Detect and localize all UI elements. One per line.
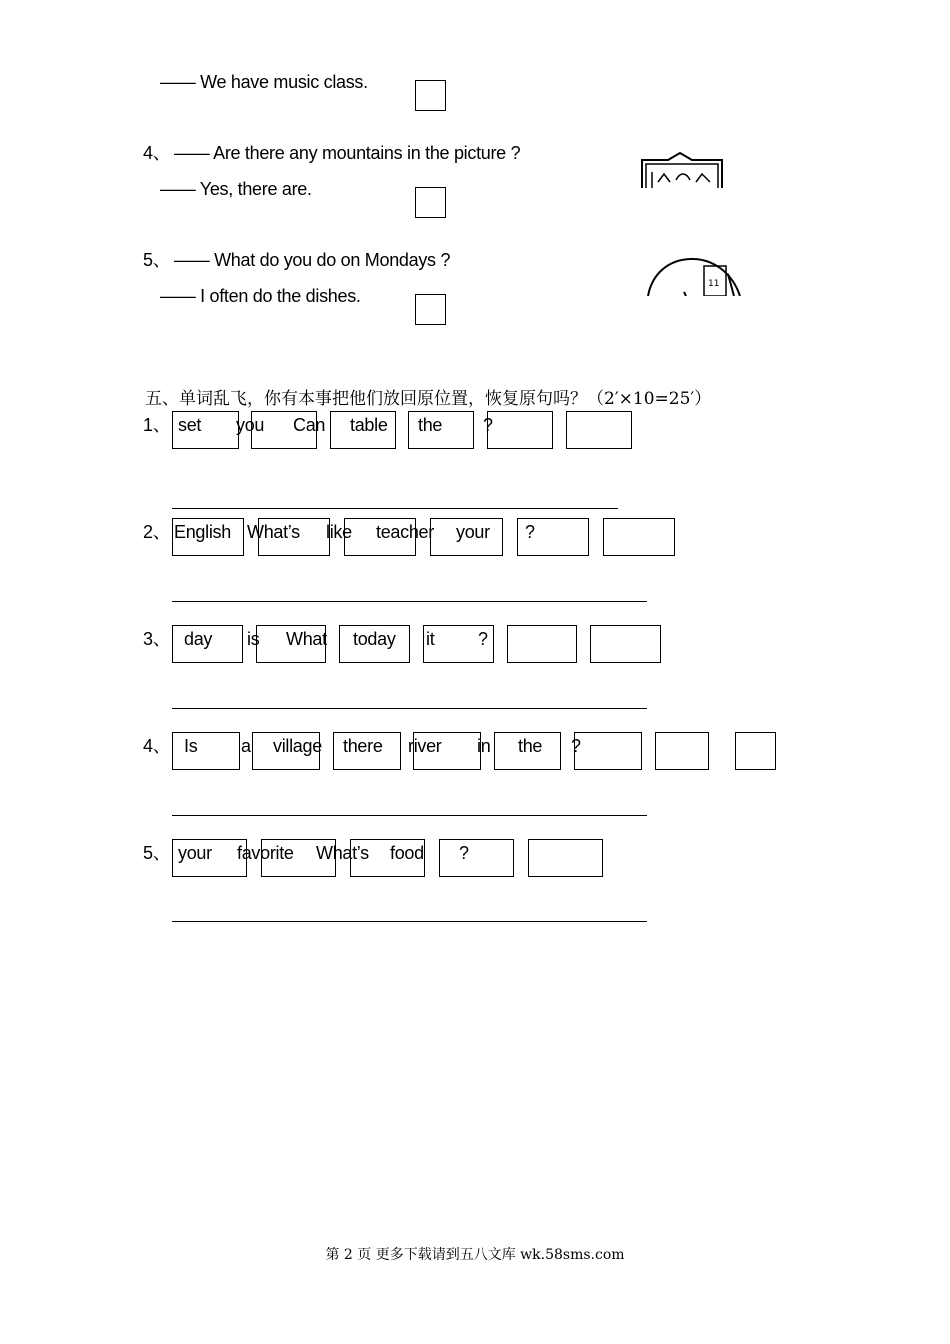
q3-answer-box[interactable] xyxy=(415,80,446,111)
s5-q3-answer-line[interactable] xyxy=(172,708,647,709)
s5-q3-word: ? xyxy=(478,629,488,649)
q4-number: 4、 xyxy=(143,143,171,163)
s5-q2-word: your xyxy=(456,522,490,542)
q4-answer: —— Yes, there are. xyxy=(160,179,312,199)
s5-q5-box-5[interactable] xyxy=(528,839,603,877)
q5-question: —— What do you do on Mondays ? xyxy=(174,250,451,270)
s5-q5-number: 5、 xyxy=(143,843,171,863)
s5-q5-word: What’s xyxy=(316,843,369,863)
s5-q5-word: your xyxy=(178,843,212,863)
s5-q3-number: 3、 xyxy=(143,629,171,649)
q4-answer-box[interactable] xyxy=(415,187,446,218)
s5-q1-box-5[interactable] xyxy=(487,411,553,449)
s5-q1-answer-line[interactable] xyxy=(172,508,618,509)
s5-q4-word: there xyxy=(343,736,383,756)
page-footer: 第 2 页 更多下载请到五八文库 wk.58sms.com xyxy=(325,1247,625,1263)
s5-q4-box-6[interactable] xyxy=(574,732,642,770)
s5-q4-word: the xyxy=(518,736,543,756)
s5-q4-word: ? xyxy=(571,736,581,756)
q4-question: —— Are there any mountains in the picture ? xyxy=(174,143,521,163)
clock-number: 11 xyxy=(708,279,720,289)
s5-q4-word: Is xyxy=(184,736,198,756)
s5-q5-box-4[interactable] xyxy=(439,839,514,877)
s5-q5-word: favorite xyxy=(237,843,294,863)
s5-q4-number: 4、 xyxy=(143,736,171,756)
s5-q3-box-6[interactable] xyxy=(590,625,661,663)
s5-q2-answer-line[interactable] xyxy=(172,601,647,602)
s5-q1-word: Can xyxy=(293,415,326,435)
s5-q4-word: village xyxy=(273,736,322,756)
s5-q3-word: today xyxy=(353,629,396,649)
s5-q1-word: ? xyxy=(483,415,493,435)
section5-heading: 五、单词乱飞，你有本事把他们放回原位置，恢复原句吗？（2′×10=25′） xyxy=(145,389,712,409)
clock-icon xyxy=(644,256,744,296)
q3-answer: —— We have music class. xyxy=(160,72,368,92)
s5-q2-word: English xyxy=(174,522,231,542)
s5-q4-word: river xyxy=(408,736,442,756)
s5-q2-number: 2、 xyxy=(143,522,171,542)
s5-q3-word: is xyxy=(247,629,260,649)
s5-q4-answer-line[interactable] xyxy=(172,815,647,816)
s5-q1-word: the xyxy=(418,415,443,435)
s5-q4-box-1[interactable] xyxy=(172,732,240,770)
s5-q1-number: 1、 xyxy=(143,415,171,435)
s5-q2-word: What’s xyxy=(247,522,300,542)
q5-number: 5、 xyxy=(143,250,171,270)
s5-q4-box-7[interactable] xyxy=(655,732,709,770)
picture-frame-icon xyxy=(640,152,724,188)
s5-q1-word: you xyxy=(236,415,265,435)
s5-q4-word: a xyxy=(241,736,251,756)
s5-q2-word: ? xyxy=(525,522,535,542)
s5-q2-word: like xyxy=(326,522,352,542)
s5-q3-word: day xyxy=(184,629,213,649)
s5-q3-box-5[interactable] xyxy=(507,625,577,663)
s5-q3-word: What xyxy=(286,629,327,649)
s5-q5-answer-line[interactable] xyxy=(172,921,647,922)
s5-q1-word: set xyxy=(178,415,202,435)
q5-answer-box[interactable] xyxy=(415,294,446,325)
s5-q2-box-6[interactable] xyxy=(603,518,675,556)
s5-q4-word: in xyxy=(477,736,491,756)
s5-q3-word: it xyxy=(426,629,435,649)
s5-q5-word: ? xyxy=(459,843,469,863)
s5-q1-box-6[interactable] xyxy=(566,411,632,449)
s5-q2-word: teacher xyxy=(376,522,434,542)
q5-answer: —— I often do the dishes. xyxy=(160,286,361,306)
s5-q5-word: food xyxy=(390,843,424,863)
s5-q4-box-8[interactable] xyxy=(735,732,776,770)
s5-q1-word: table xyxy=(350,415,388,435)
